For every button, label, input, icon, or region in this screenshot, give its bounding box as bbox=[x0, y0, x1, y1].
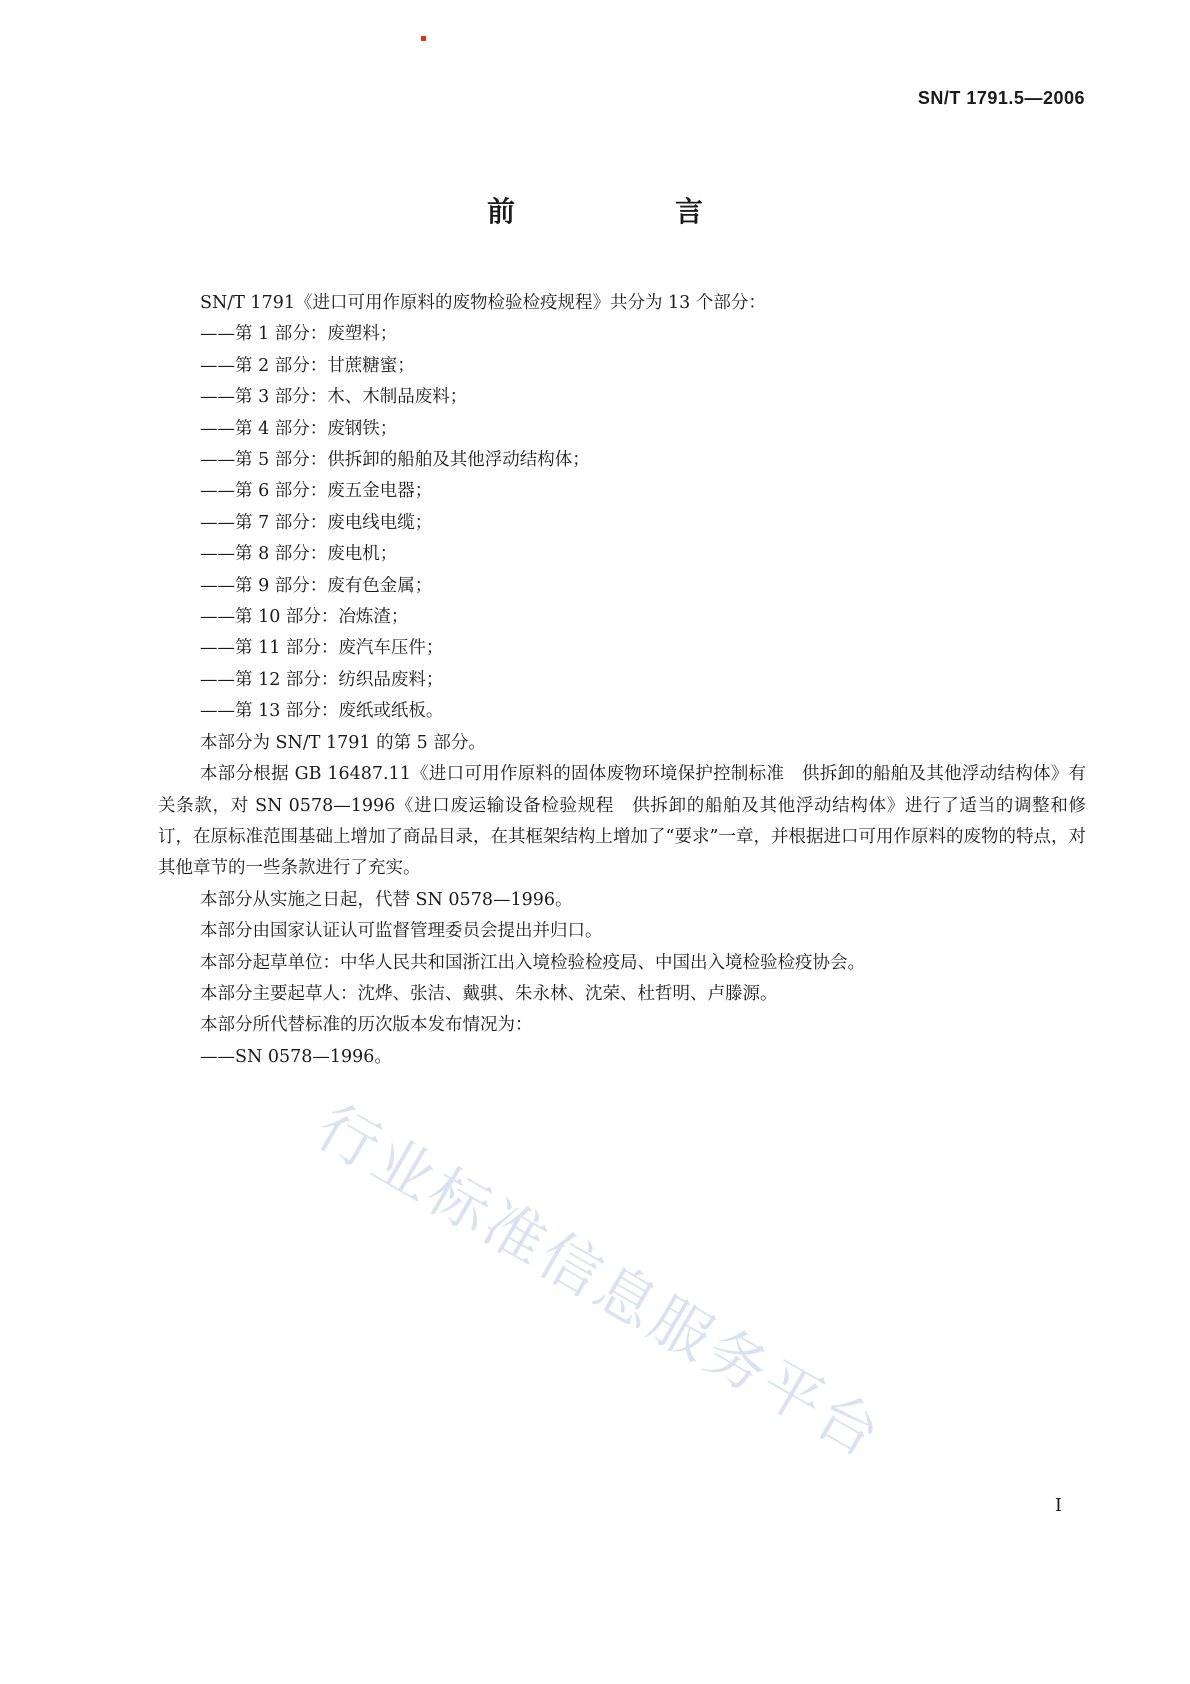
list-item: ——第 13 部分：废纸或纸板。 bbox=[200, 701, 444, 722]
intro-paragraph: SN/T 1791《进口可用作原料的废物检验检疫规程》共分为 13 个部分： bbox=[200, 293, 766, 313]
page-title: 前 言 bbox=[486, 195, 769, 228]
history-intro-paragraph: 本部分所代替标准的历次版本发布情况为： bbox=[200, 1015, 533, 1036]
list-item: ——第 8 部分：废电机； bbox=[200, 544, 398, 565]
parts-list bbox=[158, 319, 1086, 727]
proposed-by-paragraph: 本部分由国家认证认可监督管理委员会提出并归口。 bbox=[200, 921, 603, 942]
list-item: ——第 1 部分：废塑料； bbox=[200, 324, 398, 345]
drafters-paragraph: 本部分主要起草人：沈烨、张洁、戴骐、朱永林、沈荣、杜哲明、卢滕源。 bbox=[200, 983, 778, 1004]
list-item: ——第 12 部分：纺织品废料； bbox=[200, 669, 444, 690]
list-item: ——第 3 部分：木、木制品废料； bbox=[200, 387, 468, 408]
list-item: ——第 11 部分：废汽车压件； bbox=[200, 638, 444, 659]
drafting-units-paragraph: 本部分起草单位：中华人民共和国浙江出入境检验检疫局、中国出入境检验检疫协会。 bbox=[200, 952, 865, 973]
part-statement: 本部分为 SN/T 1791 的第 5 部分。 bbox=[200, 732, 486, 753]
list-item: ——第 5 部分：供拆卸的船舶及其他浮动结构体； bbox=[200, 450, 590, 471]
document-body bbox=[158, 288, 1086, 1073]
list-item: ——第 9 部分：废有色金属； bbox=[200, 575, 433, 596]
history-item: ——SN 0578—1996。 bbox=[200, 1046, 392, 1067]
standard-code: SN/T 1791.5—2006 bbox=[917, 88, 1085, 108]
list-item: ——第 2 部分：甘蔗糖蜜； bbox=[200, 355, 415, 376]
list-item: ——第 7 部分：废电线电缆； bbox=[200, 512, 433, 533]
replaces-paragraph: 本部分从实施之日起，代替 SN 0578—1996。 bbox=[200, 889, 573, 910]
list-item: ——第 4 部分：废钢铁； bbox=[200, 418, 398, 439]
basis-paragraph: 本部分根据 GB 16487.11《进口可用作原料的固体废物环境保护控制标准 供拆卸的船舶及其他浮动结构体》有关条款，对 SN 0578—1996《进口废运输设备检验规程 供拆卸的船舶及其他浮动结构体》进行了适当的调整和修订，在原标准范围基础上增加了商品目录，在其框架结构上增加了“要求”一章，并根据进口可用作原料的废物的特点，对其他章节的一些条款进行了充实。 bbox=[158, 764, 1086, 879]
list-item: ——第 6 部分：废五金电器； bbox=[200, 481, 433, 502]
page-number: I bbox=[1054, 1495, 1062, 1516]
list-item: ——第 10 部分：冶炼渣； bbox=[200, 607, 409, 628]
watermark: 行业标准信息服务平台 bbox=[305, 1092, 895, 1473]
red-mark bbox=[421, 36, 426, 41]
